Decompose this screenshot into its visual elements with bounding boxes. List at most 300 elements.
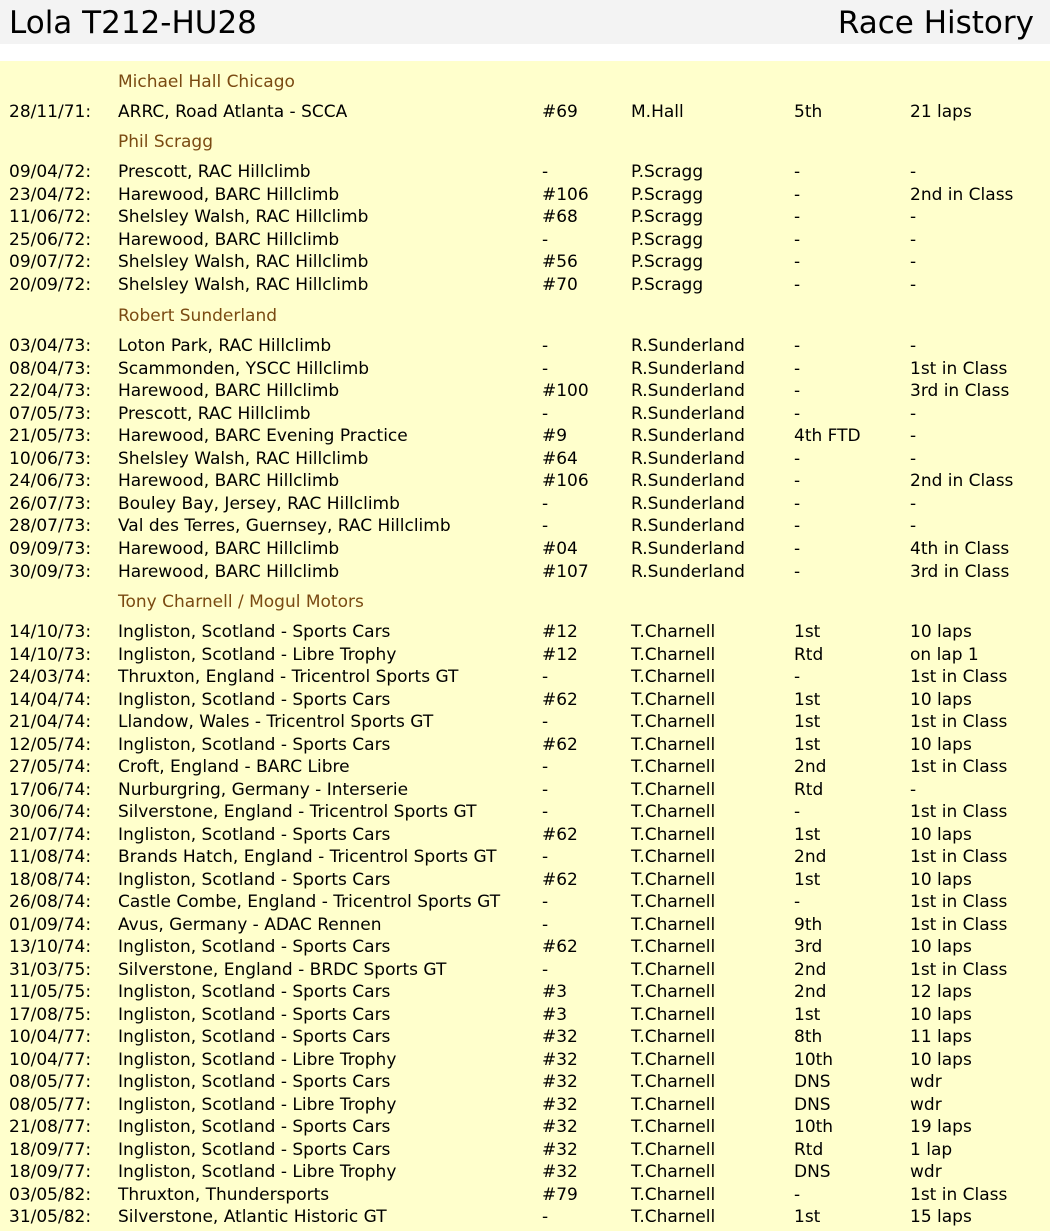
result-cell: 1st in Class bbox=[910, 1185, 1008, 1205]
position-cell: - bbox=[794, 185, 801, 205]
date-cell: 14/04/74: bbox=[9, 690, 92, 710]
driver-cell: T.Charnell bbox=[631, 870, 716, 890]
driver-cell: T.Charnell bbox=[631, 847, 716, 867]
event-cell: Val des Terres, Guernsey, RAC Hillclimb bbox=[118, 516, 451, 536]
result-cell: 10 laps bbox=[910, 825, 972, 845]
driver-cell: T.Charnell bbox=[631, 780, 716, 800]
driver-cell: T.Charnell bbox=[631, 622, 716, 642]
position-cell: - bbox=[794, 275, 801, 295]
driver-cell: T.Charnell bbox=[631, 1140, 716, 1160]
result-cell: 1st in Class bbox=[910, 915, 1008, 935]
result-cell: - bbox=[910, 336, 917, 356]
result-cell: 1 lap bbox=[910, 1140, 953, 1160]
position-cell: - bbox=[794, 892, 801, 912]
date-cell: 08/04/73: bbox=[9, 359, 92, 379]
event-cell: Llandow, Wales - Tricentrol Sports GT bbox=[118, 712, 434, 732]
result-cell: - bbox=[910, 275, 917, 295]
position-cell: 1st bbox=[794, 870, 821, 890]
event-cell: Harewood, BARC Hillclimb bbox=[118, 230, 340, 250]
position-cell: 2nd bbox=[794, 757, 827, 777]
date-cell: 09/04/72: bbox=[9, 162, 92, 182]
date-cell: 21/08/77: bbox=[9, 1117, 92, 1137]
page-header bbox=[0, 0, 1050, 44]
race-row bbox=[0, 914, 1050, 936]
position-cell: 2nd bbox=[794, 847, 827, 867]
position-cell: - bbox=[794, 1185, 801, 1205]
result-cell: 10 laps bbox=[910, 937, 972, 957]
driver-cell: T.Charnell bbox=[631, 960, 716, 980]
driver-cell: T.Charnell bbox=[631, 1072, 716, 1092]
driver-cell: M.Hall bbox=[631, 102, 684, 122]
driver-cell: T.Charnell bbox=[631, 1050, 716, 1070]
car-number-cell: #62 bbox=[542, 825, 578, 845]
result-cell: 3rd in Class bbox=[910, 562, 1010, 582]
car-number-cell: #70 bbox=[542, 275, 578, 295]
race-row bbox=[0, 1071, 1050, 1093]
event-cell: Harewood, BARC Hillclimb bbox=[118, 185, 340, 205]
date-cell: 03/05/82: bbox=[9, 1185, 92, 1205]
driver-cell: T.Charnell bbox=[631, 712, 716, 732]
position-cell: - bbox=[794, 207, 801, 227]
car-number-cell: #32 bbox=[542, 1027, 578, 1047]
event-cell: Ingliston, Scotland - Sports Cars bbox=[118, 1072, 391, 1092]
date-cell: 27/05/74: bbox=[9, 757, 92, 777]
result-cell: 1st in Class bbox=[910, 757, 1008, 777]
result-cell: - bbox=[910, 426, 917, 446]
date-cell: 17/08/75: bbox=[9, 1005, 92, 1025]
event-cell: Ingliston, Scotland - Libre Trophy bbox=[118, 645, 397, 665]
result-cell: 1st in Class bbox=[910, 667, 1008, 687]
date-cell: 12/05/74: bbox=[9, 735, 92, 755]
date-cell: 07/05/73: bbox=[9, 404, 92, 424]
event-cell: Ingliston, Scotland - Sports Cars bbox=[118, 1027, 391, 1047]
date-cell: 22/04/73: bbox=[9, 381, 92, 401]
date-cell: 18/08/74: bbox=[9, 870, 92, 890]
owner-heading: Tony Charnell / Mogul Motors bbox=[118, 592, 364, 612]
position-cell: 3rd bbox=[794, 937, 823, 957]
race-row bbox=[0, 561, 1050, 583]
race-row bbox=[0, 1184, 1050, 1206]
race-row bbox=[0, 470, 1050, 492]
position-cell: DNS bbox=[794, 1095, 831, 1115]
car-number-cell: - bbox=[542, 757, 549, 777]
car-number-cell: #32 bbox=[542, 1095, 578, 1115]
event-cell: Ingliston, Scotland - Sports Cars bbox=[118, 870, 391, 890]
date-cell: 30/06/74: bbox=[9, 802, 92, 822]
result-cell: 10 laps bbox=[910, 1005, 972, 1025]
driver-cell: T.Charnell bbox=[631, 802, 716, 822]
event-cell: Ingliston, Scotland - Libre Trophy bbox=[118, 1050, 397, 1070]
event-cell: Shelsley Walsh, RAC Hillclimb bbox=[118, 252, 369, 272]
position-cell: 10th bbox=[794, 1050, 834, 1070]
event-cell: Harewood, BARC Hillclimb bbox=[118, 471, 340, 491]
result-cell: - bbox=[910, 494, 917, 514]
race-row bbox=[0, 101, 1050, 123]
race-row bbox=[0, 689, 1050, 711]
event-cell: Ingliston, Scotland - Sports Cars bbox=[118, 982, 391, 1002]
car-number-cell: #62 bbox=[542, 690, 578, 710]
event-cell: Harewood, BARC Evening Practice bbox=[118, 426, 408, 446]
owner-heading: Phil Scragg bbox=[118, 132, 214, 152]
race-row bbox=[0, 229, 1050, 251]
car-number-cell: - bbox=[542, 404, 549, 424]
result-cell: 15 laps bbox=[910, 1207, 972, 1227]
event-cell: Shelsley Walsh, RAC Hillclimb bbox=[118, 207, 369, 227]
race-row bbox=[0, 538, 1050, 560]
car-number-cell: #56 bbox=[542, 252, 578, 272]
driver-cell: T.Charnell bbox=[631, 1162, 716, 1182]
car-number-cell: - bbox=[542, 336, 549, 356]
event-cell: Avus, Germany - ADAC Rennen bbox=[118, 915, 382, 935]
position-cell: - bbox=[794, 252, 801, 272]
date-cell: 11/08/74: bbox=[9, 847, 92, 867]
position-cell: - bbox=[794, 516, 801, 536]
position-cell: 1st bbox=[794, 622, 821, 642]
driver-cell: R.Sunderland bbox=[631, 539, 745, 559]
car-number-cell: - bbox=[542, 162, 549, 182]
car-number-cell: #32 bbox=[542, 1072, 578, 1092]
event-cell: Silverstone, England - BRDC Sports GT bbox=[118, 960, 447, 980]
position-cell: - bbox=[794, 381, 801, 401]
date-cell: 10/06/73: bbox=[9, 449, 92, 469]
position-cell: Rtd bbox=[794, 780, 824, 800]
result-cell: wdr bbox=[910, 1095, 942, 1115]
event-cell: Shelsley Walsh, RAC Hillclimb bbox=[118, 275, 369, 295]
race-row bbox=[0, 1116, 1050, 1138]
car-number-cell: #32 bbox=[542, 1162, 578, 1182]
result-cell: 1st in Class bbox=[910, 960, 1008, 980]
result-cell: 1st in Class bbox=[910, 359, 1008, 379]
position-cell: - bbox=[794, 162, 801, 182]
event-cell: Bouley Bay, Jersey, RAC Hillclimb bbox=[118, 494, 400, 514]
race-row bbox=[0, 869, 1050, 891]
result-cell: - bbox=[910, 780, 917, 800]
result-cell: - bbox=[910, 252, 917, 272]
event-cell: Brands Hatch, England - Tricentrol Sports GT bbox=[118, 847, 497, 867]
event-cell: Harewood, BARC Hillclimb bbox=[118, 562, 340, 582]
driver-cell: T.Charnell bbox=[631, 1027, 716, 1047]
result-cell: 12 laps bbox=[910, 982, 972, 1002]
event-cell: Ingliston, Scotland - Sports Cars bbox=[118, 735, 391, 755]
car-number-cell: - bbox=[542, 712, 549, 732]
car-number-cell: #9 bbox=[542, 426, 568, 446]
position-cell: - bbox=[794, 471, 801, 491]
result-cell: - bbox=[910, 516, 917, 536]
car-number-cell: #69 bbox=[542, 102, 578, 122]
result-cell: 1st in Class bbox=[910, 892, 1008, 912]
event-cell: Nurburgring, Germany - Interserie bbox=[118, 780, 409, 800]
result-cell: 10 laps bbox=[910, 690, 972, 710]
date-cell: 28/07/73: bbox=[9, 516, 92, 536]
driver-cell: T.Charnell bbox=[631, 645, 716, 665]
result-cell: - bbox=[910, 449, 917, 469]
race-row bbox=[0, 380, 1050, 402]
event-cell: Prescott, RAC Hillclimb bbox=[118, 404, 311, 424]
date-cell: 14/10/73: bbox=[9, 645, 92, 665]
car-number-cell: #12 bbox=[542, 622, 578, 642]
date-cell: 30/09/73: bbox=[9, 562, 92, 582]
position-cell: 10th bbox=[794, 1117, 834, 1137]
event-cell: ARRC, Road Atlanta - SCCA bbox=[118, 102, 348, 122]
position-cell: - bbox=[794, 359, 801, 379]
date-cell: 31/05/82: bbox=[9, 1207, 92, 1227]
page-title: Lola T212-HU28 bbox=[9, 5, 257, 41]
car-number-cell: - bbox=[542, 960, 549, 980]
race-row bbox=[0, 621, 1050, 643]
car-number-cell: #100 bbox=[542, 381, 589, 401]
race-row bbox=[0, 1094, 1050, 1116]
race-row bbox=[0, 644, 1050, 666]
driver-cell: T.Charnell bbox=[631, 1117, 716, 1137]
date-cell: 09/07/72: bbox=[9, 252, 92, 272]
owner-heading: Robert Sunderland bbox=[118, 306, 278, 326]
car-number-cell: #64 bbox=[542, 449, 578, 469]
position-cell: Rtd bbox=[794, 645, 824, 665]
driver-cell: P.Scragg bbox=[631, 207, 704, 227]
position-cell: 2nd bbox=[794, 982, 827, 1002]
position-cell: - bbox=[794, 404, 801, 424]
event-cell: Ingliston, Scotland - Libre Trophy bbox=[118, 1162, 397, 1182]
date-cell: 11/05/75: bbox=[9, 982, 92, 1002]
race-row bbox=[0, 206, 1050, 228]
race-row bbox=[0, 335, 1050, 357]
car-number-cell: - bbox=[542, 892, 549, 912]
result-cell: - bbox=[910, 207, 917, 227]
date-cell: 10/04/77: bbox=[9, 1050, 92, 1070]
car-number-cell: - bbox=[542, 494, 549, 514]
date-cell: 24/03/74: bbox=[9, 667, 92, 687]
race-row bbox=[0, 959, 1050, 981]
event-cell: Harewood, BARC Hillclimb bbox=[118, 539, 340, 559]
race-row bbox=[0, 515, 1050, 537]
race-row bbox=[0, 936, 1050, 958]
result-cell: 1st in Class bbox=[910, 712, 1008, 732]
date-cell: 17/06/74: bbox=[9, 780, 92, 800]
result-cell: 4th in Class bbox=[910, 539, 1010, 559]
position-cell: - bbox=[794, 336, 801, 356]
car-number-cell: #62 bbox=[542, 870, 578, 890]
car-number-cell: - bbox=[542, 802, 549, 822]
car-number-cell: #3 bbox=[542, 982, 568, 1002]
result-cell: 10 laps bbox=[910, 622, 972, 642]
car-number-cell: #62 bbox=[542, 735, 578, 755]
page-subtitle: Race History bbox=[837, 5, 1034, 41]
car-number-cell: #32 bbox=[542, 1050, 578, 1070]
date-cell: 31/03/75: bbox=[9, 960, 92, 980]
event-cell: Ingliston, Scotland - Sports Cars bbox=[118, 937, 391, 957]
result-cell: wdr bbox=[910, 1162, 942, 1182]
position-cell: 4th FTD bbox=[794, 426, 861, 446]
event-cell: Thruxton, Thundersports bbox=[118, 1185, 330, 1205]
position-cell: 9th bbox=[794, 915, 823, 935]
race-row bbox=[0, 1206, 1050, 1228]
event-cell: Silverstone, Atlantic Historic GT bbox=[118, 1207, 387, 1227]
date-cell: 26/07/73: bbox=[9, 494, 92, 514]
car-number-cell: #106 bbox=[542, 471, 589, 491]
race-row bbox=[0, 161, 1050, 183]
event-cell: Prescott, RAC Hillclimb bbox=[118, 162, 311, 182]
event-cell: Ingliston, Scotland - Libre Trophy bbox=[118, 1095, 397, 1115]
car-number-cell: #12 bbox=[542, 645, 578, 665]
race-row bbox=[0, 891, 1050, 913]
race-row bbox=[0, 1139, 1050, 1161]
date-cell: 21/05/73: bbox=[9, 426, 92, 446]
driver-cell: T.Charnell bbox=[631, 1005, 716, 1025]
date-cell: 08/05/77: bbox=[9, 1095, 92, 1115]
position-cell: 1st bbox=[794, 1207, 821, 1227]
race-row bbox=[0, 448, 1050, 470]
position-cell: 1st bbox=[794, 1005, 821, 1025]
race-row bbox=[0, 274, 1050, 296]
result-cell: - bbox=[910, 404, 917, 424]
race-row bbox=[0, 184, 1050, 206]
car-number-cell: #106 bbox=[542, 185, 589, 205]
driver-cell: P.Scragg bbox=[631, 162, 704, 182]
driver-cell: T.Charnell bbox=[631, 1185, 716, 1205]
driver-cell: T.Charnell bbox=[631, 757, 716, 777]
car-number-cell: #62 bbox=[542, 937, 578, 957]
driver-cell: P.Scragg bbox=[631, 275, 704, 295]
position-cell: - bbox=[794, 667, 801, 687]
position-cell: - bbox=[794, 449, 801, 469]
driver-cell: T.Charnell bbox=[631, 1095, 716, 1115]
race-row bbox=[0, 666, 1050, 688]
car-number-cell: #3 bbox=[542, 1005, 568, 1025]
driver-cell: P.Scragg bbox=[631, 230, 704, 250]
result-cell: 21 laps bbox=[910, 102, 972, 122]
race-row bbox=[0, 734, 1050, 756]
driver-cell: T.Charnell bbox=[631, 915, 716, 935]
event-cell: Castle Combe, England - Tricentrol Sports GT bbox=[118, 892, 501, 912]
race-row bbox=[0, 358, 1050, 380]
driver-cell: R.Sunderland bbox=[631, 359, 745, 379]
date-cell: 28/11/71: bbox=[9, 102, 92, 122]
event-cell: Croft, England - BARC Libre bbox=[118, 757, 350, 777]
date-cell: 24/06/73: bbox=[9, 471, 92, 491]
driver-cell: T.Charnell bbox=[631, 982, 716, 1002]
event-cell: Shelsley Walsh, RAC Hillclimb bbox=[118, 449, 369, 469]
position-cell: - bbox=[794, 802, 801, 822]
date-cell: 21/07/74: bbox=[9, 825, 92, 845]
event-cell: Ingliston, Scotland - Sports Cars bbox=[118, 1005, 391, 1025]
driver-cell: T.Charnell bbox=[631, 690, 716, 710]
date-cell: 20/09/72: bbox=[9, 275, 92, 295]
race-row bbox=[0, 493, 1050, 515]
position-cell: DNS bbox=[794, 1162, 831, 1182]
date-cell: 18/09/77: bbox=[9, 1140, 92, 1160]
position-cell: 1st bbox=[794, 712, 821, 732]
result-cell: 1st in Class bbox=[910, 802, 1008, 822]
car-number-cell: #79 bbox=[542, 1185, 578, 1205]
position-cell: 1st bbox=[794, 690, 821, 710]
position-cell: - bbox=[794, 539, 801, 559]
car-number-cell: #32 bbox=[542, 1140, 578, 1160]
event-cell: Silverstone, England - Tricentrol Sports GT bbox=[118, 802, 477, 822]
race-row bbox=[0, 756, 1050, 778]
car-number-cell: #107 bbox=[542, 562, 589, 582]
driver-cell: P.Scragg bbox=[631, 252, 704, 272]
car-number-cell: - bbox=[542, 1207, 549, 1227]
event-cell: Thruxton, England - Tricentrol Sports GT bbox=[118, 667, 459, 687]
car-number-cell: - bbox=[542, 780, 549, 800]
race-row bbox=[0, 801, 1050, 823]
race-history-panel bbox=[0, 61, 1050, 1231]
date-cell: 08/05/77: bbox=[9, 1072, 92, 1092]
event-cell: Harewood, BARC Hillclimb bbox=[118, 381, 340, 401]
driver-cell: T.Charnell bbox=[631, 1207, 716, 1227]
event-cell: Ingliston, Scotland - Sports Cars bbox=[118, 622, 391, 642]
car-number-cell: - bbox=[542, 915, 549, 935]
position-cell: DNS bbox=[794, 1072, 831, 1092]
driver-cell: R.Sunderland bbox=[631, 562, 745, 582]
event-cell: Ingliston, Scotland - Sports Cars bbox=[118, 825, 391, 845]
position-cell: - bbox=[794, 562, 801, 582]
race-row bbox=[0, 824, 1050, 846]
race-row bbox=[0, 425, 1050, 447]
driver-cell: R.Sunderland bbox=[631, 426, 745, 446]
result-cell: - bbox=[910, 162, 917, 182]
car-number-cell: #04 bbox=[542, 539, 578, 559]
date-cell: 11/06/72: bbox=[9, 207, 92, 227]
result-cell: 19 laps bbox=[910, 1117, 972, 1137]
event-cell: Ingliston, Scotland - Sports Cars bbox=[118, 1140, 391, 1160]
driver-cell: T.Charnell bbox=[631, 735, 716, 755]
date-cell: 18/09/77: bbox=[9, 1162, 92, 1182]
driver-cell: T.Charnell bbox=[631, 892, 716, 912]
car-number-cell: - bbox=[542, 359, 549, 379]
event-cell: Loton Park, RAC Hillclimb bbox=[118, 336, 332, 356]
driver-cell: R.Sunderland bbox=[631, 471, 745, 491]
race-row bbox=[0, 1004, 1050, 1026]
event-cell: Ingliston, Scotland - Sports Cars bbox=[118, 1117, 391, 1137]
position-cell: 8th bbox=[794, 1027, 823, 1047]
result-cell: 11 laps bbox=[910, 1027, 972, 1047]
driver-cell: T.Charnell bbox=[631, 937, 716, 957]
race-row bbox=[0, 711, 1050, 733]
position-cell: 5th bbox=[794, 102, 823, 122]
driver-cell: T.Charnell bbox=[631, 667, 716, 687]
car-number-cell: - bbox=[542, 847, 549, 867]
race-row bbox=[0, 1026, 1050, 1048]
car-number-cell: - bbox=[542, 230, 549, 250]
date-cell: 01/09/74: bbox=[9, 915, 92, 935]
position-cell: 1st bbox=[794, 735, 821, 755]
race-row bbox=[0, 403, 1050, 425]
driver-cell: R.Sunderland bbox=[631, 449, 745, 469]
position-cell: 1st bbox=[794, 825, 821, 845]
race-row bbox=[0, 1049, 1050, 1071]
race-row bbox=[0, 846, 1050, 868]
result-cell: 2nd in Class bbox=[910, 185, 1014, 205]
result-cell: 10 laps bbox=[910, 1050, 972, 1070]
driver-cell: R.Sunderland bbox=[631, 516, 745, 536]
result-cell: - bbox=[910, 230, 917, 250]
position-cell: 2nd bbox=[794, 960, 827, 980]
result-cell: wdr bbox=[910, 1072, 942, 1092]
car-number-cell: #68 bbox=[542, 207, 578, 227]
result-cell: 10 laps bbox=[910, 735, 972, 755]
result-cell: 3rd in Class bbox=[910, 381, 1010, 401]
date-cell: 03/04/73: bbox=[9, 336, 92, 356]
position-cell: - bbox=[794, 230, 801, 250]
car-number-cell: #32 bbox=[542, 1117, 578, 1137]
result-cell: on lap 1 bbox=[910, 645, 979, 665]
date-cell: 14/10/73: bbox=[9, 622, 92, 642]
driver-cell: P.Scragg bbox=[631, 185, 704, 205]
driver-cell: R.Sunderland bbox=[631, 494, 745, 514]
result-cell: 2nd in Class bbox=[910, 471, 1014, 491]
date-cell: 26/08/74: bbox=[9, 892, 92, 912]
